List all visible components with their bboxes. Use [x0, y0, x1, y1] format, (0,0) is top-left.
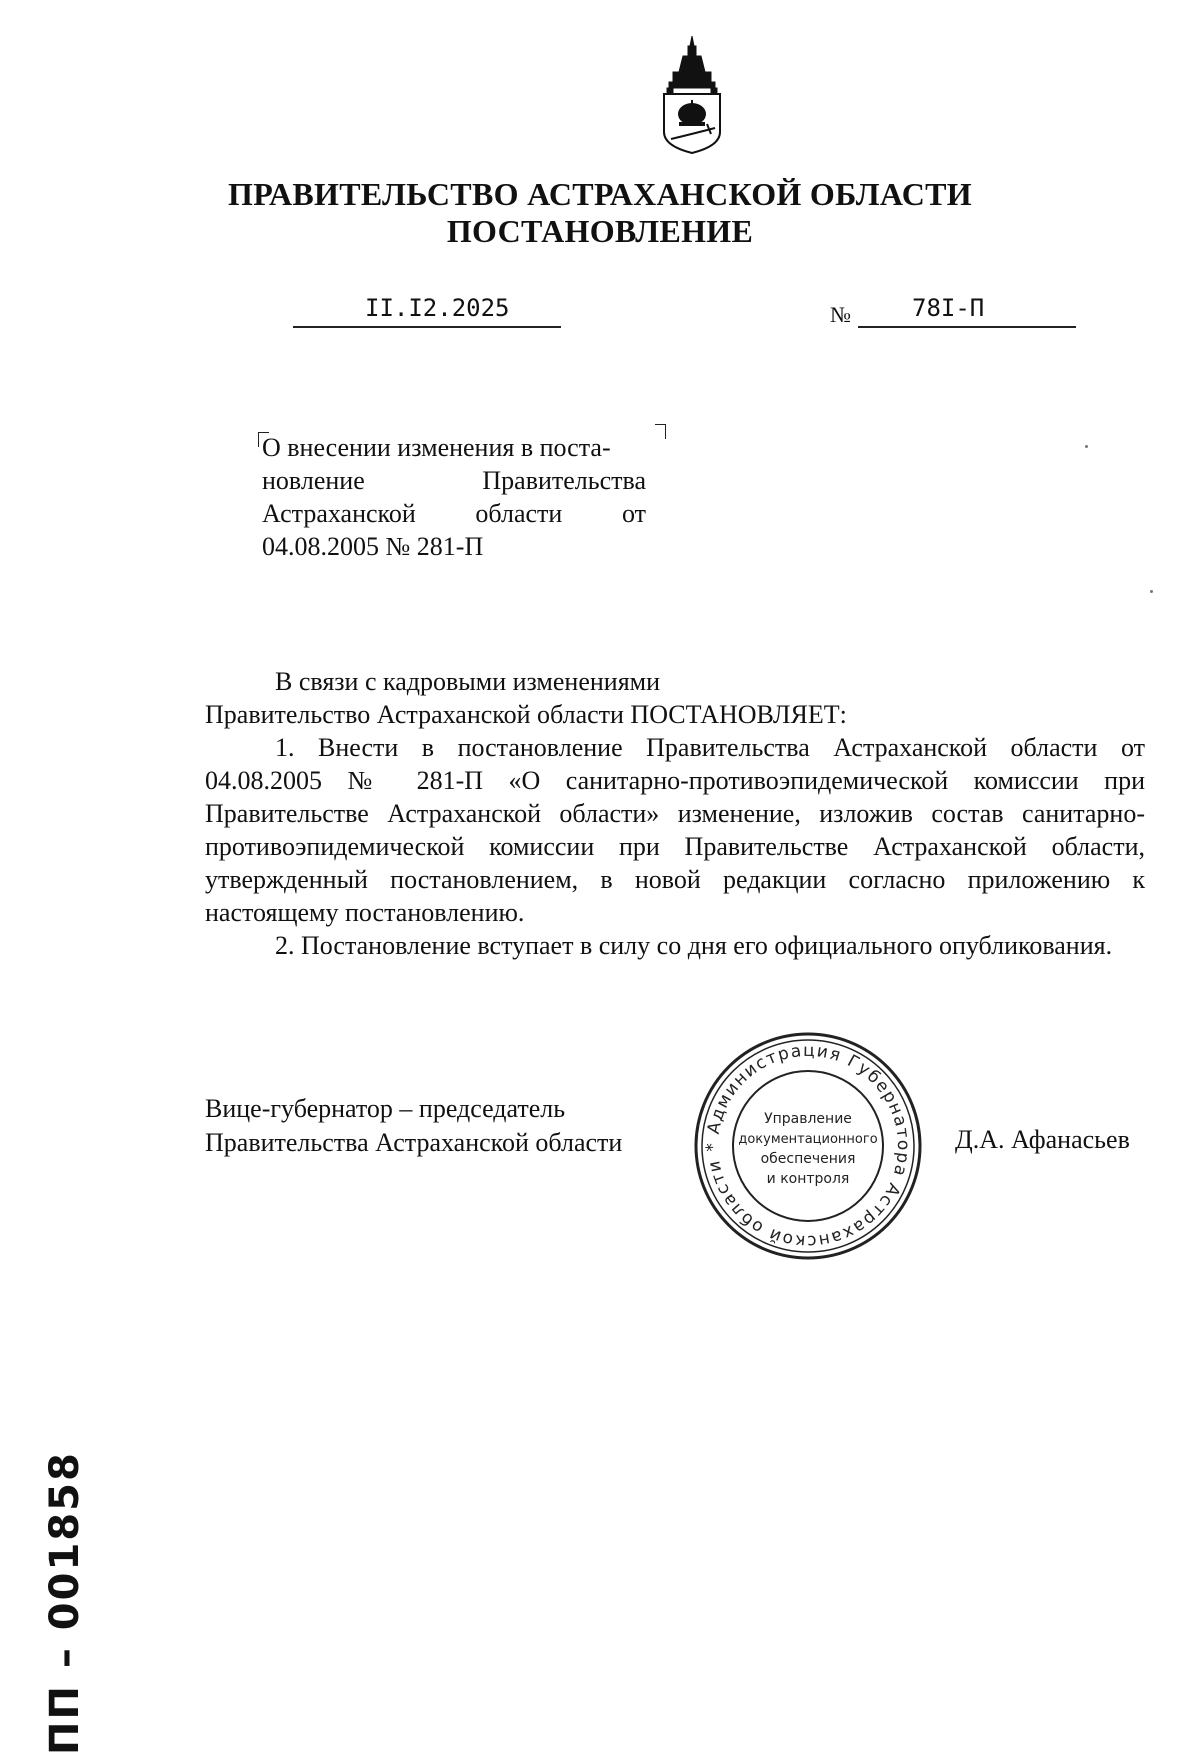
stamp-center-line: обеспечения	[760, 1151, 856, 1167]
document-number: 78I-П	[912, 294, 985, 322]
stamp-center-line: документационного	[738, 1132, 878, 1147]
subject-line: 04.08.2005 № 281-П	[262, 532, 484, 561]
intro-line: В связи с кадровыми изменениями	[275, 667, 661, 696]
document-date: II.I2.2025	[365, 294, 510, 322]
body-intro	[205, 665, 1145, 731]
intro-line: Правительство Астраханской области ПОСТАНОВЛЯЕТ:	[205, 700, 847, 729]
serial-number-text: ПП – 001858	[42, 1451, 88, 1755]
signatory-name: Д.А. Афанасьев	[955, 1125, 1130, 1154]
number-label: №	[830, 302, 851, 327]
subject-block	[262, 431, 646, 563]
document-type-title: ПОСТАНОВЛЕНИЕ	[446, 213, 754, 249]
stamp-center-line: Управление	[764, 1111, 852, 1127]
paragraph-item-2: 2. Постановление вступает в силу со дня его официального опубликования.	[275, 931, 1113, 960]
official-stamp	[693, 1031, 923, 1261]
scan-speck	[1150, 590, 1153, 593]
paragraph-item-1: 1. Внести в постановление Правительства Астраханской области от 04.08.2005 № 281-П «О санитарно-противоэпидемической комиссии при Правительстве Астраханской области» изменение, изложив состав санитарно-противоэпидемической комиссии при Правительстве Астраханской области, утвержденный постановлением, в новой редакции согласно приложению к настоящему постановлению.	[205, 733, 1145, 927]
position-line: Правительства Астраханской области	[205, 1128, 623, 1157]
stamp-ring-text: Администрация Губернатора Астраханской области *	[702, 1040, 914, 1252]
stamp-center-line: и контроля	[766, 1171, 850, 1187]
scan-speck	[1085, 445, 1088, 448]
coat-of-arms-icon	[647, 36, 737, 154]
subject-line: О внесении изменения в поста-	[262, 433, 611, 462]
subject-line: Астраханской области от	[262, 499, 646, 528]
subject-line: новление Правительства	[262, 466, 646, 495]
serial-number	[28, 1451, 138, 1755]
organization-title: ПРАВИТЕЛЬСТВО АСТРАХАНСКОЙ ОБЛАСТИ	[228, 176, 972, 212]
position-line: Вице-губернатор – председатель	[205, 1094, 566, 1123]
subject-corner-right	[655, 424, 666, 439]
signatory-position	[205, 1092, 622, 1160]
